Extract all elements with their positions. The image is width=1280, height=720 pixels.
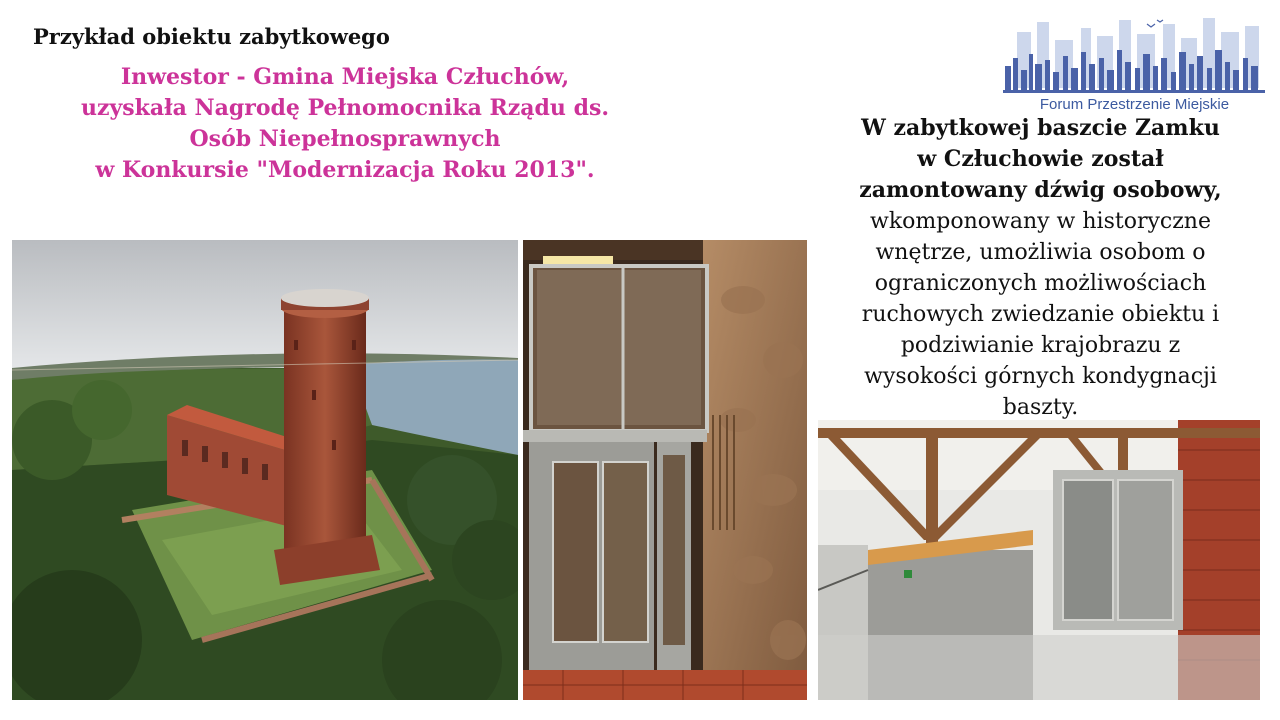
- investor-line: uzyskała Nagrodę Pełnomocnika Rządu ds.: [80, 95, 610, 121]
- description-bold-line: zamontowany dźwig osobowy,: [859, 177, 1222, 203]
- description-bold-line: W zabytkowej baszcie Zamku: [861, 115, 1220, 141]
- investor-award-text: [40, 62, 650, 186]
- description-bold-line: w Człuchowie został: [917, 146, 1164, 172]
- investor-line: Inwestor - Gmina Miejska Człuchów,: [120, 64, 570, 90]
- city-skyline-icon: [997, 14, 1272, 96]
- description-line: podziwianie krajobrazu z: [900, 333, 1181, 358]
- forum-logo: [997, 14, 1272, 114]
- description-line: ruchowych zwiedzanie obiektu i: [861, 302, 1220, 327]
- description-line: wysokości górnych kondygnacji: [864, 364, 1217, 389]
- description-line: wnętrze, umożliwia osobom o: [875, 240, 1206, 265]
- logo-text: Forum Przestrzenie Miejskie: [1039, 96, 1230, 113]
- lift-interior-photo: [523, 240, 807, 700]
- description-line: ograniczonych możliwościach: [874, 271, 1207, 296]
- investor-line: Osób Niepełnosprawnych: [189, 126, 501, 152]
- tower-interior-photo: [818, 420, 1260, 700]
- investor-line: w Konkursie "Modernizacja Roku 2013".: [95, 157, 595, 183]
- description-line: wkomponowany w historyczne: [870, 209, 1211, 234]
- castle-aerial-photo: [12, 240, 518, 700]
- description-line: baszty.: [1002, 395, 1079, 420]
- lift-description: [818, 113, 1263, 423]
- slide-heading: Przykład obiektu zabytkowego: [33, 24, 390, 49]
